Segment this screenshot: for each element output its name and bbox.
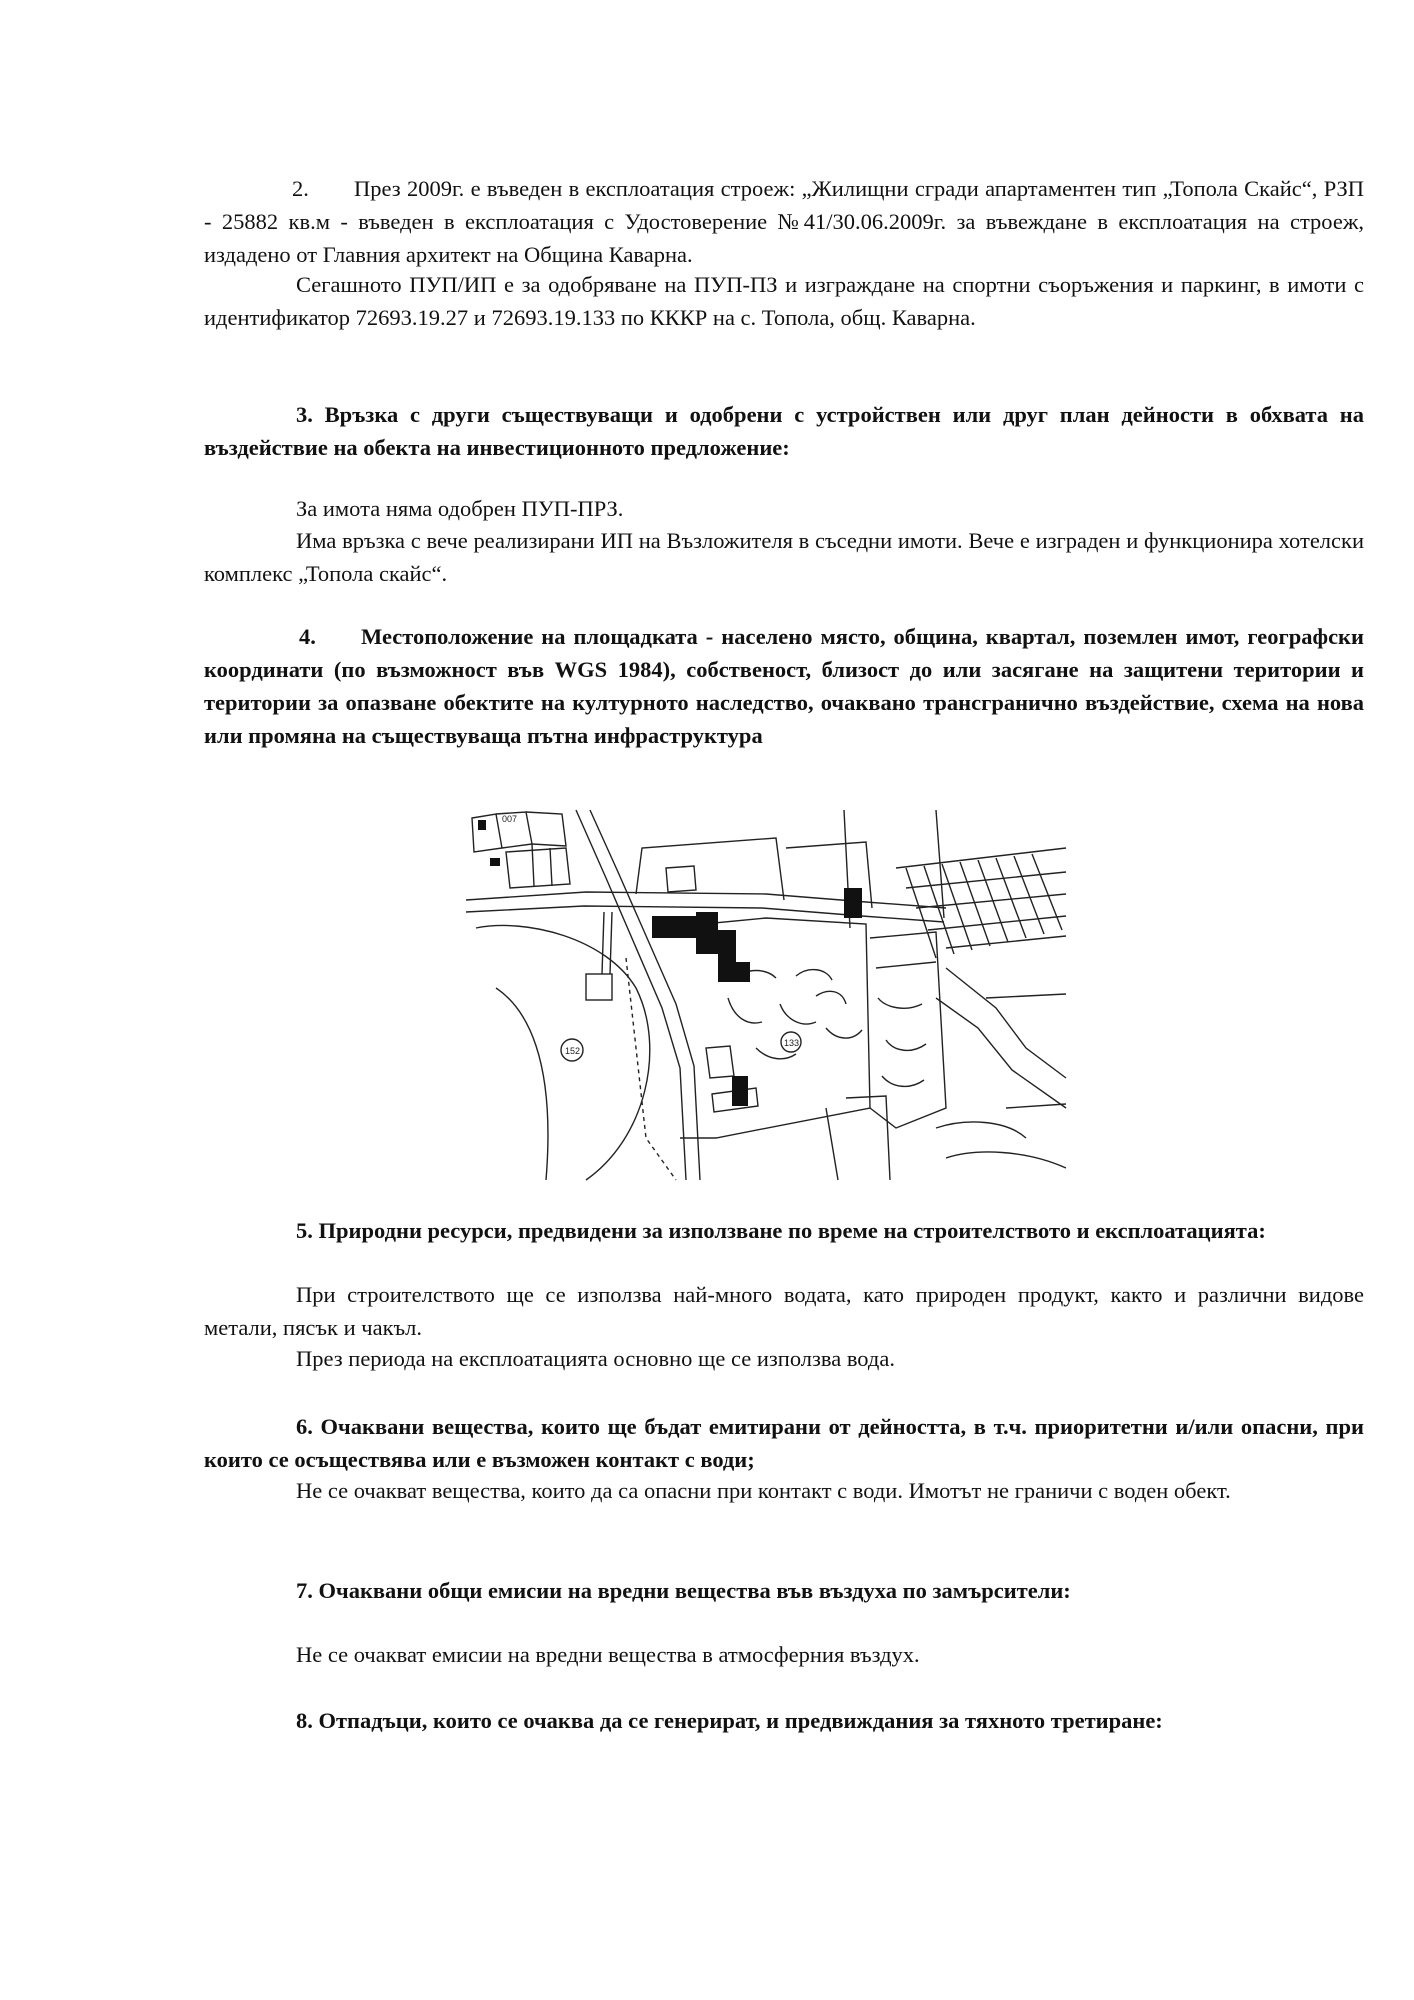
section-4-number: 4. [299, 624, 316, 649]
section-4-heading [204, 620, 1364, 752]
section-2-number: 2. [292, 176, 309, 201]
section-3-heading: 3. Връзка с други съществуващи и одобрени с устройствен или друг план дейности в обхвата на въздействие на обекта на инвестиционното предложение: [204, 402, 1364, 460]
section-7-paragraph-1: Не се очакват емисии на вредни вещества в атмосферния въздух. [296, 1642, 920, 1667]
section-7-heading: 7. Очаквани общи емисии на вредни вещества във въздуха по замърсители: [296, 1578, 1071, 1603]
section-5-paragraph-2: През периода на експлоатацията основно ще се използва вода. [296, 1346, 895, 1371]
map-label-center: 133 [784, 1038, 800, 1048]
section-6-heading: 6. Очаквани вещества, които ще бъдат емитирани от дейността, в т.ч. приоритетни и/или опасни, при които се осъществява или е възможен контакт с води; [204, 1414, 1364, 1472]
section-5-paragraph-1: При строителството ще се използва най-много водата, като природен продукт, както и различни видове метали, пясък и чакъл. [204, 1282, 1364, 1340]
section-2-text-1: През 2009г. е въведен в експлоатация строеж: „Жилищни сгради апартаментен тип „Топола Скайс“, РЗП - 25882 кв.м - въведен в експлоатация с Удостоверение №41/30.06.2009г. за въвеждане в експлоатация на строеж, издадено от Главния архитект на Община Каварна. [204, 176, 1364, 267]
site-location-map [466, 808, 1070, 1182]
section-5-heading: 5. Природни ресурси, предвидени за използване по време на строителството и експлоатацията: [296, 1218, 1266, 1243]
section-3-paragraph-2: Има връзка с вече реализирани ИП на Възложителя в съседни имоти. Вече е изграден и функционира хотелски комплекс „Топола скайс“. [204, 528, 1364, 586]
map-linework [466, 810, 1068, 1180]
section-2-paragraph-2: Сегашното ПУП/ИП е за одобряване на ПУП-ПЗ и изграждане на спортни съоръжения и паркинг, в имоти с идентификатор 72693.19.27 и 72693.19.133 по КККР на с. Топола, общ. Каварна. [204, 272, 1364, 330]
section-4-heading-text: Местоположение на площадката - населено място, община, квартал, поземлен имот, географски координати (по възможност във WGS 1984), собственост, близост до или засягане на защитени територии и територии за опазване обектите на културното наследство, очаквано трансгранично въздействие, схема на нова или промяна на съществуваща пътна инфраструктура [204, 624, 1364, 748]
map-label-circle: 152 [565, 1046, 581, 1056]
map-drawing [466, 808, 1070, 1182]
map-buildings [478, 820, 862, 1106]
section-3-paragraph-1: За имота няма одобрен ПУП-ПРЗ. [296, 496, 624, 521]
section-2-paragraph-1 [204, 172, 1364, 271]
map-label-top-left: 007 [502, 814, 518, 824]
section-6-paragraph-1: Не се очакват вещества, които да са опасни при контакт с води. Имотът не граничи с воден обект. [296, 1478, 1231, 1503]
section-8-heading: 8. Отпадъци, които се очаква да се генерират, и предвиждания за тяхното третиране: [296, 1708, 1163, 1733]
